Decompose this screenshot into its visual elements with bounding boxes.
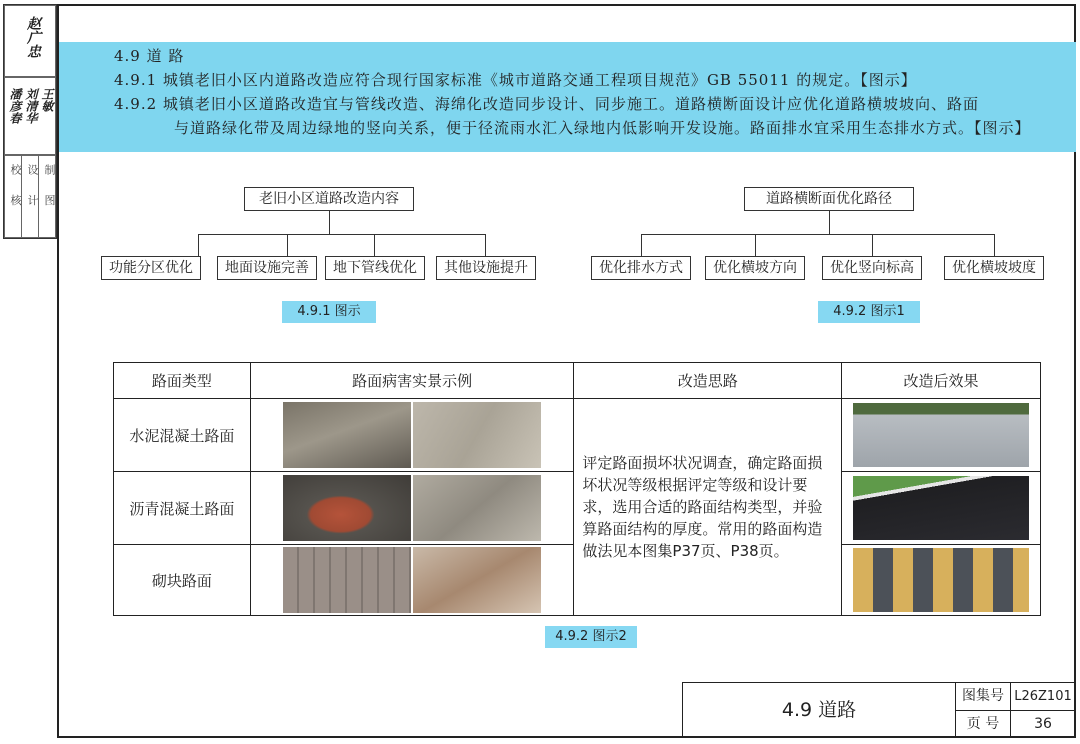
tree2-root: 道路横断面优化路径	[744, 187, 914, 211]
photo-effect-block	[853, 548, 1029, 612]
label-check: 校 核	[9, 164, 22, 214]
tree1-root: 老旧小区道路改造内容	[244, 187, 414, 211]
signature-3: 刘清华	[24, 88, 38, 124]
clause-4-9-2-line1: 4.9.2 城镇老旧小区道路改造宜与管线改造、海绵化改造同步设计、同步施工。道路横断面设计应优化道路横坡坡向、路面	[114, 95, 979, 113]
atlas-value: L26Z101	[1011, 683, 1075, 711]
effect-block	[842, 545, 1041, 616]
page-value: 36	[1034, 716, 1052, 732]
cement-photos	[250, 399, 574, 472]
tree2-child-4: 优化横坡坡度	[944, 256, 1044, 280]
photo-asphalt-1	[283, 475, 411, 541]
sidebar-label-cell-2	[21, 155, 39, 238]
table-caption: 4.9.2 图示2	[545, 626, 637, 648]
effect-cement	[842, 399, 1041, 472]
renovation-ideas: 评定路面损坏状况调查，确定路面损坏状况等级根据评定等级和设计要求，选用合适的路面结构类型，并验算路面结构的厚度。常用的路面构造做法见本图集P37页、P38页。	[574, 399, 842, 616]
header-effect: 改造后效果	[842, 363, 1041, 399]
tree1-child-2: 地面设施完善	[217, 256, 317, 280]
tree1-child-3: 地下管线优化	[325, 256, 425, 280]
title-block	[682, 682, 1076, 738]
photo-asphalt-2	[413, 475, 541, 541]
photo-effect-asphalt	[853, 476, 1029, 540]
tree1-child-4: 其他设施提升	[436, 256, 536, 280]
sidebar-label-cell-1	[4, 155, 22, 238]
tree2-caption: 4.9.2 图示1	[818, 301, 920, 323]
drawing-title: 4.9 道路	[683, 683, 956, 738]
photo-block-2	[413, 547, 541, 613]
asphalt-photos	[250, 472, 574, 545]
sidebar-signature-cell	[4, 77, 56, 155]
clause-4-9-2-line2: 与道路绿化带及周边绿地的竖向关系，便于径流雨水汇入绿地内低影响开发设施。路面排水宜采用生态排水方式。【图示】	[174, 119, 1031, 137]
signature-2: 潘彦春	[8, 88, 22, 124]
signature-sidebar	[3, 4, 57, 239]
tree1-child-1: 功能分区优化	[101, 256, 201, 280]
row-block: 砌块路面	[114, 545, 251, 616]
sidebar-top-cell	[4, 5, 56, 77]
header-ideas: 改造思路	[574, 363, 842, 399]
tree2-child-3: 优化竖向标高	[822, 256, 922, 280]
row-cement: 水泥混凝土路面	[114, 399, 251, 472]
photo-block-1	[283, 547, 411, 613]
section-heading: 4.9 道 路	[114, 47, 185, 65]
header-examples: 路面病害实景示例	[250, 363, 574, 399]
clause-4-9-1: 4.9.1 城镇老旧小区内道路改造应符合现行国家标准《城市道路交通工程项目规范》GB 55011 的规定。【图示】	[114, 71, 917, 89]
row-asphalt: 沥青混凝土路面	[114, 472, 251, 545]
photo-cement-2	[413, 402, 541, 468]
header-type: 路面类型	[114, 363, 251, 399]
label-draw: 制 图	[43, 164, 56, 214]
page-label: 页 号	[956, 711, 1011, 738]
label-design: 设 计	[26, 164, 39, 214]
block-photos	[250, 545, 574, 616]
tree2-child-1: 优化排水方式	[591, 256, 691, 280]
signature-4: 王敏	[40, 88, 54, 112]
tree1-caption: 4.9.1 图示	[282, 301, 376, 323]
signature-1: 赵广忠	[25, 16, 41, 58]
effect-asphalt	[842, 472, 1041, 545]
sidebar-label-cell-3	[38, 155, 56, 238]
photo-effect-cement	[853, 403, 1029, 467]
atlas-label: 图集号	[956, 683, 1011, 711]
tree2-child-2: 优化横坡方向	[705, 256, 805, 280]
pavement-table	[113, 362, 1041, 616]
photo-cement-1	[283, 402, 411, 468]
clause-banner	[59, 42, 1076, 152]
